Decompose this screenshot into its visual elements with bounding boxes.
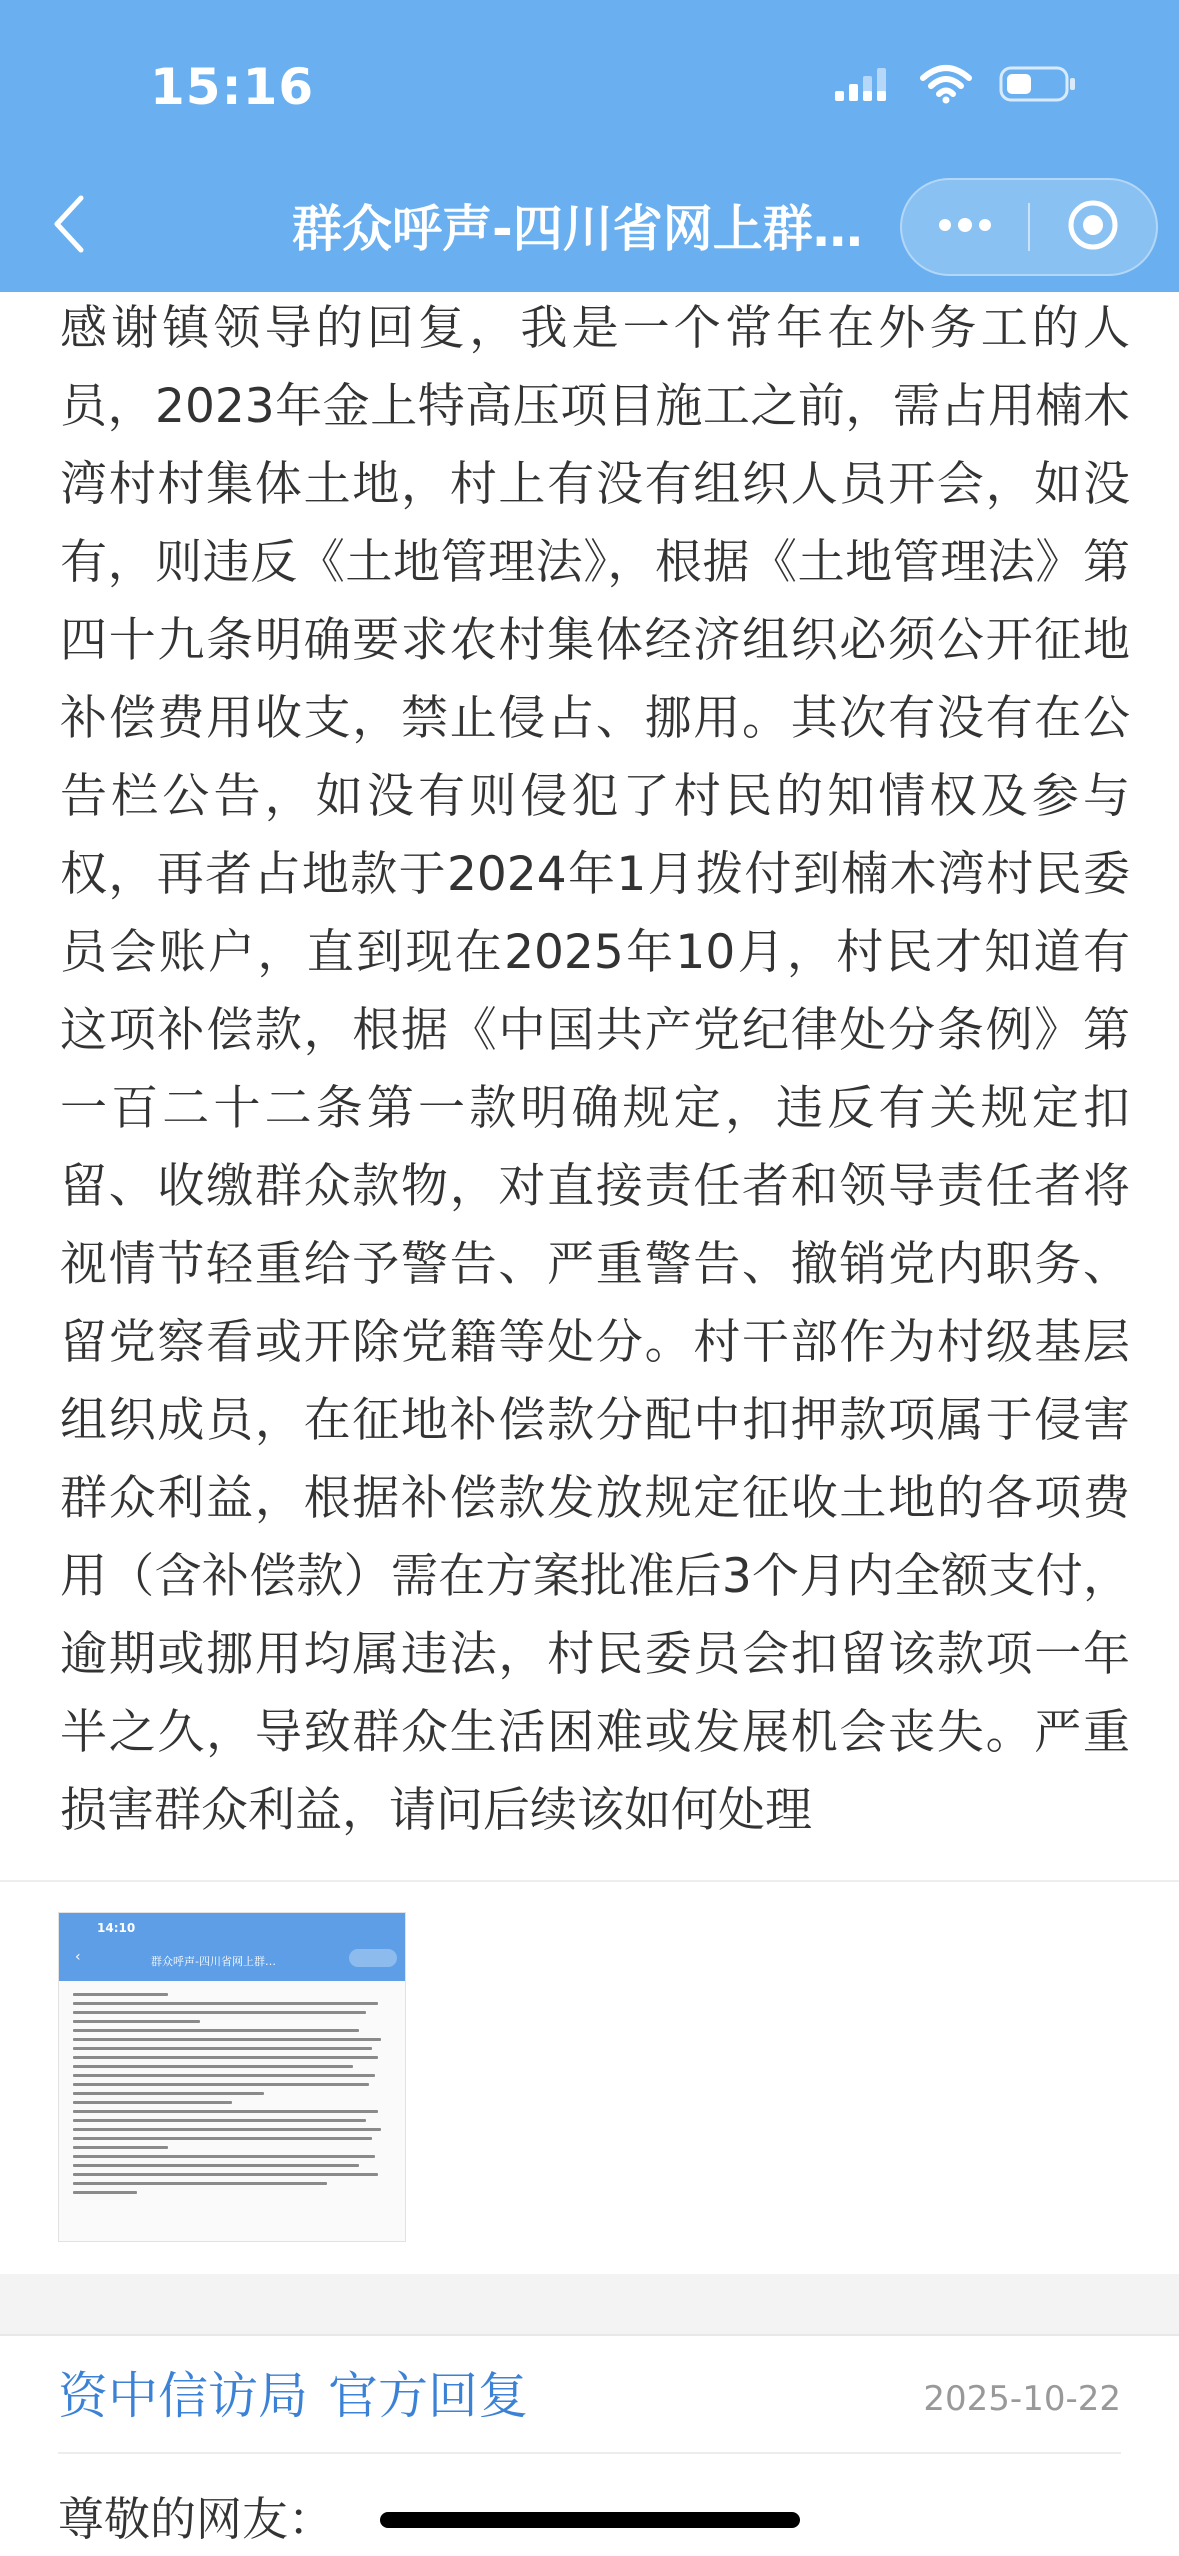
thumbnail-capsule	[349, 1949, 397, 1967]
mini-program-capsule	[900, 178, 1158, 276]
divider	[0, 1880, 1179, 1882]
reply-greeting: 尊敬的网友：	[58, 2492, 334, 2546]
attachment-thumbnail[interactable]	[58, 1912, 406, 2242]
close-button[interactable]	[1030, 179, 1156, 275]
post-content: 感谢镇领导的回复，我是一个常年在外务工的人员，2023年金上特高压项目施工之前，需占用楠木湾村村集体土地，村上有没有组织人员开会，如没有，则违反《土地管理法》，根据《土地管理法》第四十九条明确要求农村集体经济组织必须公开征地补偿费用收支，禁止侵占、挪用。其次有没有在公告栏公告，如没有则侵犯了村民的知情权及参与权，再者占地款于2024年1月拨付到楠木湾村民委员会账户，直到现在2025年10月，村民才知道有这项补偿款，根据《中国共产党纪律处分条例》第一百二十二条第一款明确规定，违反有关规定扣留、收缴群众款物，对直接责任者和领导责任者将视情节轻重给予警告、严重警告、撤销党内职务、留党察看或开除党籍等处分。村干部作为村级基层组织成员，在征地补偿款分配中扣押款项属于侵害群众利益，根据补偿款发放规定征收土地的各项费用（含补偿款）需在方案批准后3个月内全额支付，逾期或挪用均属违法，村民委员会扣留该款项一年半之久，导致群众生活困难或发展机会丧失。严重损害群众利益，请问后续该如何处理	[60, 301, 1130, 1838]
page-title: 群众呼声-四川省网上群…	[292, 200, 863, 258]
thumbnail-text-lines	[59, 1981, 405, 2194]
status-icons	[833, 64, 1079, 108]
status-time: 15:16	[150, 58, 315, 116]
back-button[interactable]	[46, 190, 90, 262]
more-dots-icon	[935, 217, 995, 237]
thumbnail-time: 14:10	[97, 1921, 136, 1935]
more-button[interactable]	[902, 179, 1028, 275]
section-gap	[0, 2274, 1179, 2334]
reply-source: 资中信访局	[58, 2367, 308, 2425]
reply-header	[58, 2356, 528, 2436]
reply-date: 2025-10-22	[923, 2379, 1121, 2419]
wifi-icon	[919, 64, 973, 108]
battery-icon	[999, 64, 1079, 108]
thumbnail-back-icon: ‹	[75, 1949, 81, 1965]
divider	[58, 2452, 1121, 2454]
home-indicator[interactable]	[380, 2512, 800, 2528]
signal-icon	[833, 65, 893, 107]
chevron-left-icon	[51, 194, 85, 258]
thumbnail-title: 群众呼声-四川省网上群…	[151, 1955, 276, 1968]
official-reply-badge: 官方回复	[328, 2367, 528, 2425]
target-close-icon	[1065, 197, 1121, 257]
thumbnail-header	[59, 1913, 405, 1981]
divider	[0, 2334, 1179, 2336]
app-header	[0, 0, 1179, 292]
